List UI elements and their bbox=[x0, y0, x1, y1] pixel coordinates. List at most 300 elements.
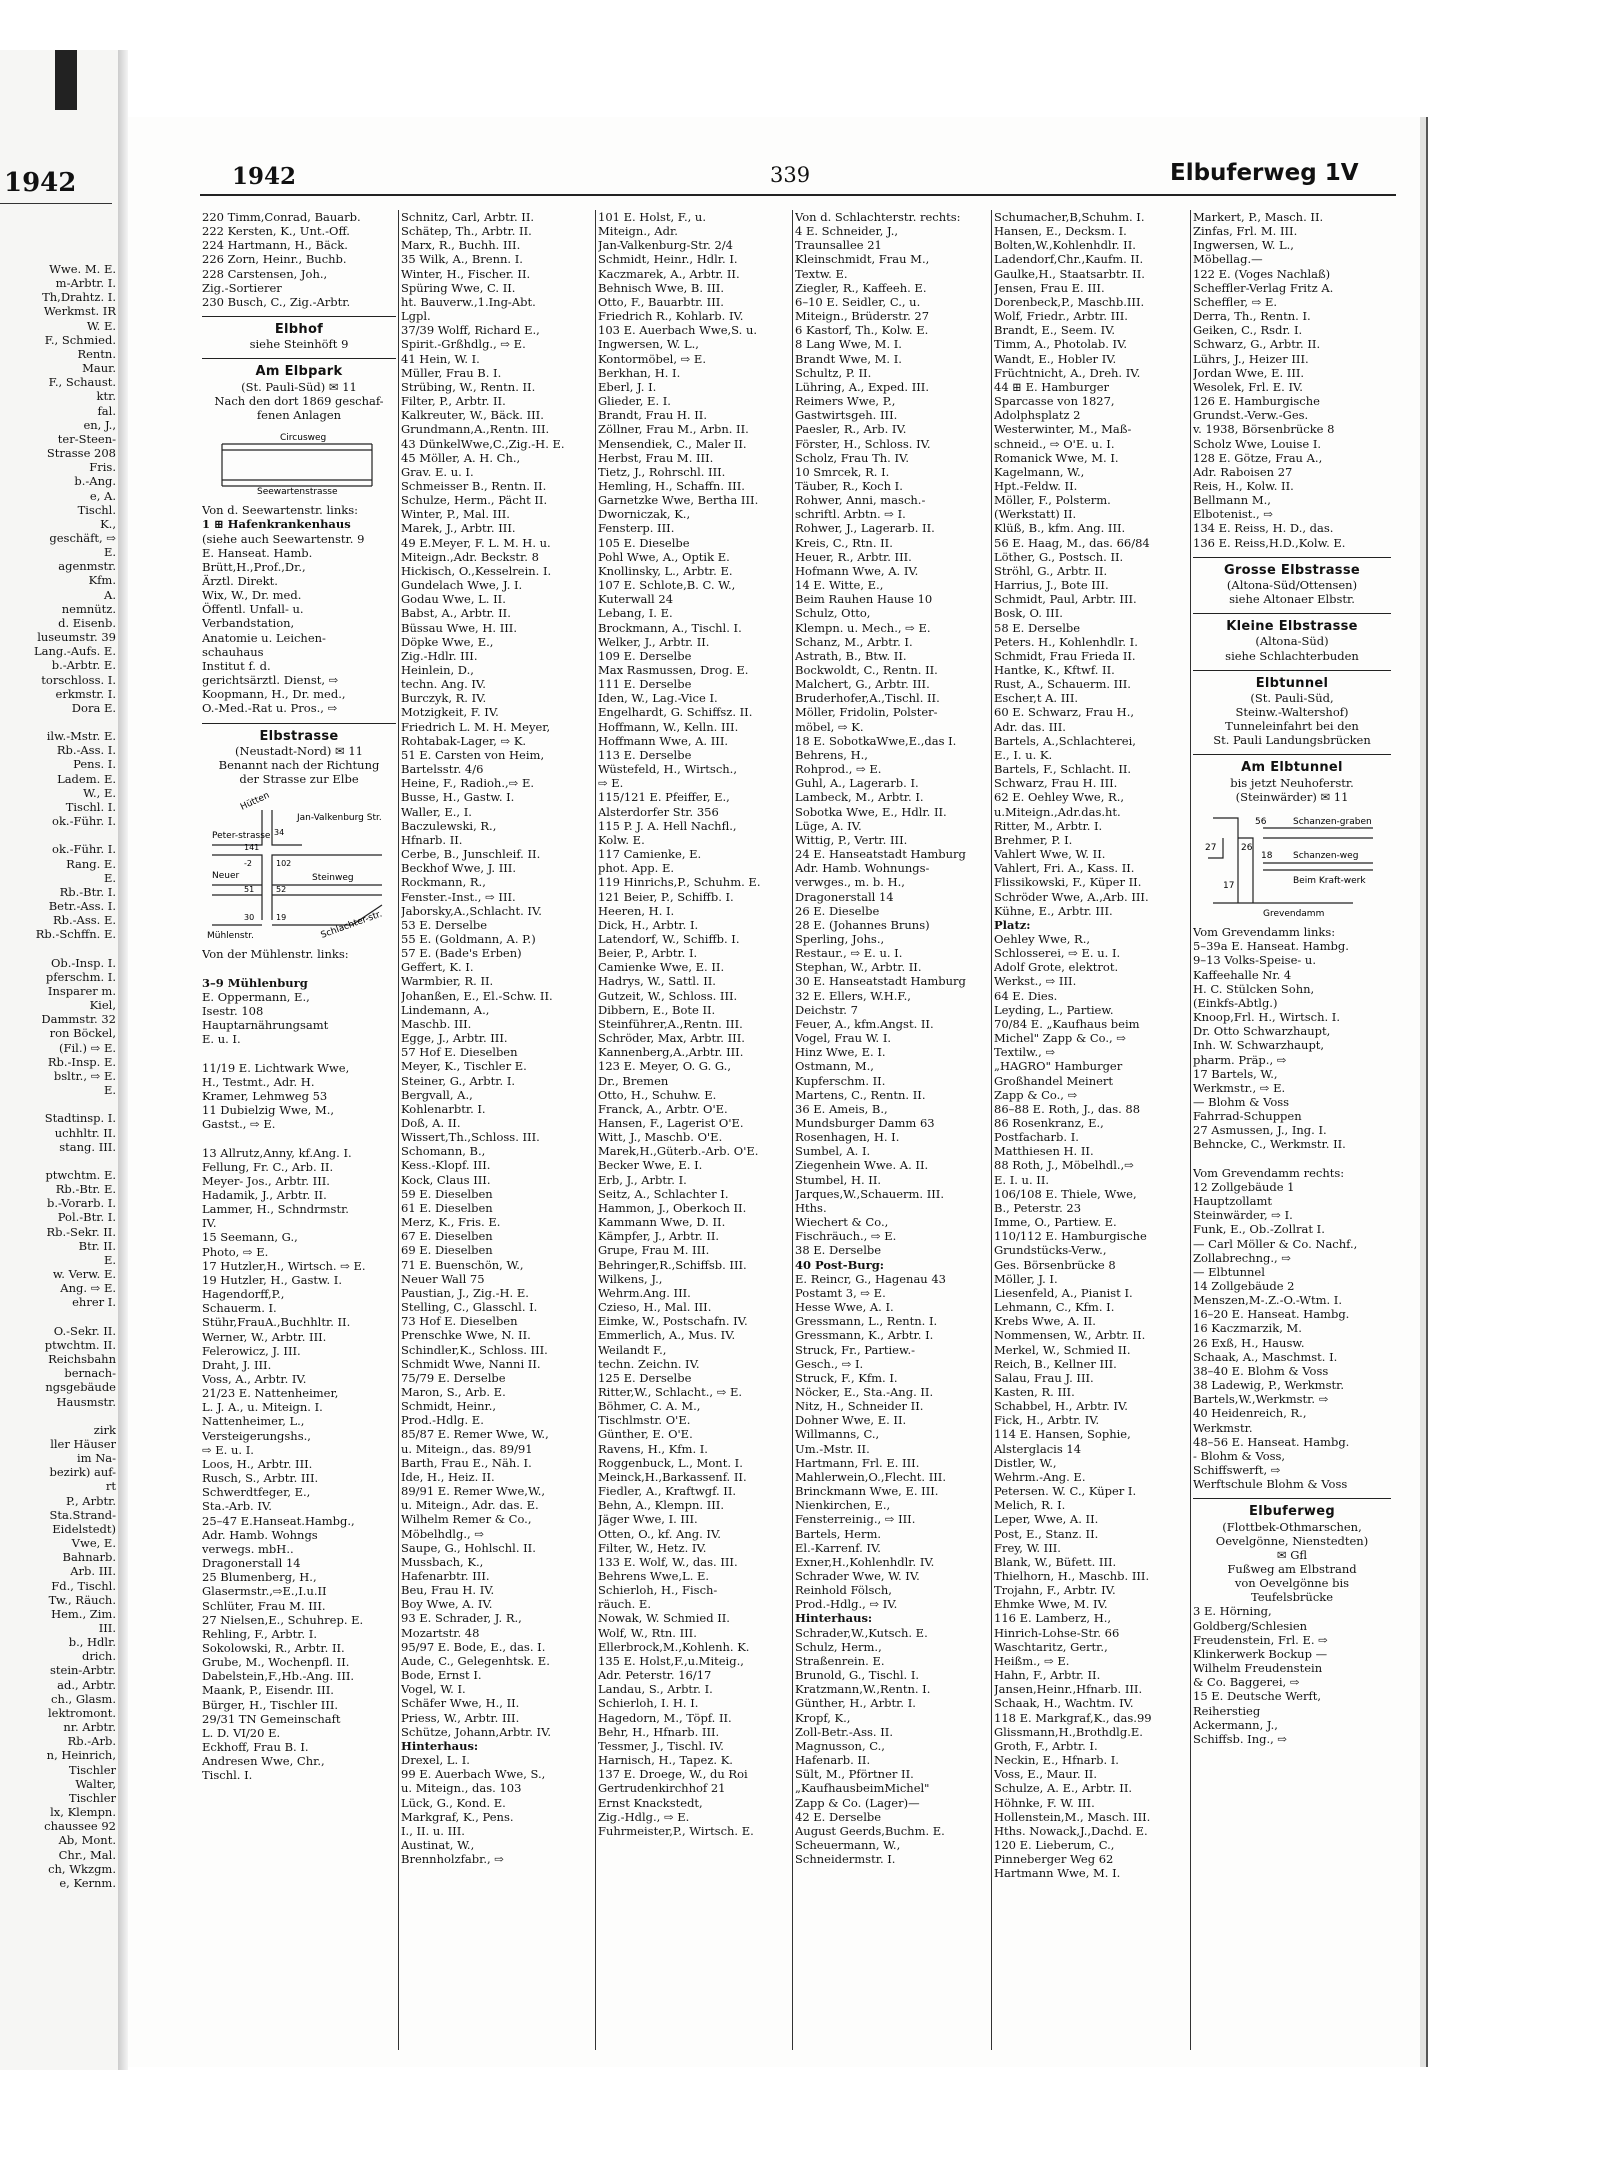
entry-line: Schindler,K., Schloss. III. bbox=[401, 1342, 548, 1357]
entry-line: Hofmann Wwe, A. IV. bbox=[795, 563, 919, 578]
entry-line: Hths. Nowack,J.,Dachd. E. bbox=[994, 1823, 1148, 1838]
entry-line: Mussbach, K., bbox=[401, 1554, 484, 1569]
prev-page-line: en, J., bbox=[83, 417, 116, 432]
entry-line: 36 E. Ameis, B., bbox=[795, 1101, 888, 1116]
entry-line: schneid., ⇨ O'E. u. I. bbox=[994, 436, 1115, 451]
entry-line: Dibbern, E., Bote II. bbox=[598, 1002, 716, 1017]
prev-page-line: Vwe, E. bbox=[71, 1536, 116, 1551]
entry-line: Bartels, F., Schlacht. II. bbox=[994, 762, 1132, 777]
entry-line: Nommensen, W., Arbtr. II. bbox=[994, 1328, 1146, 1343]
entry-line: Adr. Hamb. Wohngs bbox=[202, 1527, 318, 1542]
entry-line: Adr. Hamb. Wohnungs- bbox=[795, 861, 930, 876]
entry-line: Heuer, R., Arbtr. III. bbox=[795, 549, 912, 564]
prev-page-line bbox=[0, 828, 116, 842]
entry-line: Egge, J., Arbtr. III. bbox=[401, 1031, 508, 1046]
entry-line: 6–10 E. Seidler, C., u. bbox=[795, 294, 921, 309]
entry-line: Hesse Wwe, A. I. bbox=[795, 1300, 894, 1315]
entry-line: Kasten, R. III. bbox=[994, 1384, 1075, 1399]
prev-page-line: Sta.Strand- bbox=[49, 1507, 116, 1522]
column-6 bbox=[1193, 210, 1391, 2050]
entry-line: Barth, Frau E., Näh. I. bbox=[401, 1455, 532, 1470]
street-note: (Steinwärder) ✉ 11 bbox=[1235, 789, 1349, 804]
prev-page-line: Rb.-Btr. I. bbox=[59, 884, 116, 899]
entry-line: (Einkfs-Abtlg.) bbox=[1193, 995, 1278, 1010]
prev-page-line: uchhltr. II. bbox=[54, 1125, 116, 1140]
map-label: 17 bbox=[1223, 880, 1235, 891]
am-elbtunnel-map bbox=[1193, 808, 1383, 918]
entry-line: 115 P. J. A. Hell Nachfl., bbox=[598, 818, 737, 833]
entry-line: Mundsburger Damm 63 bbox=[795, 1116, 935, 1130]
street-note: der Strasse zur Elbe bbox=[239, 772, 359, 786]
entry-line: Steiner, G., Arbtr. I. bbox=[401, 1073, 516, 1088]
entry-line: Neckin, E., Hfnarb. I. bbox=[994, 1753, 1119, 1768]
entry-line: Otten, O., kf. Ang. IV. bbox=[598, 1526, 721, 1541]
entry-line: Sperling, Johs., bbox=[795, 931, 885, 946]
street-heading: Elbtunnel bbox=[1255, 676, 1329, 691]
entry-line: 45 Möller, A. H. Ch., bbox=[401, 450, 521, 465]
entry-line: Post, E., Stanz. II. bbox=[994, 1526, 1099, 1541]
entry-line: Hths. bbox=[795, 1200, 827, 1215]
entry-line: O.-Med.-Rat u. Pros., ⇨ bbox=[202, 701, 338, 716]
prev-page-line: A. bbox=[104, 587, 116, 602]
entry-line: 57 E. (Bade's Erben) bbox=[401, 946, 522, 961]
prev-page-line: Ang. ⇨ E. bbox=[60, 1281, 116, 1296]
street-note: siehe Schlachterbuden bbox=[1225, 648, 1359, 663]
entry-line: Strübing, W., Rentn. II. bbox=[401, 379, 536, 394]
entry-line: Pinneberger Weg 62 bbox=[994, 1852, 1114, 1867]
entry-line: Bartels,W.,Werkmstr. ⇨ bbox=[1193, 1392, 1329, 1407]
entry-line: Geiken, C., Rsdr. I. bbox=[1193, 323, 1303, 338]
entry-line: 89/91 E. Remer Wwe,W., bbox=[401, 1484, 546, 1499]
section-rule bbox=[1193, 747, 1391, 755]
prev-page-line: Ladem. E. bbox=[57, 771, 116, 786]
entry-line: 16–20 E. Hanseat. Hambg. bbox=[1193, 1307, 1350, 1322]
entry-line: Prod.-Hdlg., ⇨ IV. bbox=[795, 1597, 898, 1612]
prev-page-line: erkmstr. I. bbox=[55, 686, 116, 701]
entry-line: Ostmann, M., bbox=[795, 1059, 874, 1074]
entry-line: Bartelsstr. 4/6 bbox=[401, 762, 484, 777]
entry-line: Scheffler, ⇨ E. bbox=[1193, 294, 1278, 309]
entry-line: „KaufhausbeimMichel" bbox=[795, 1781, 930, 1796]
entry-line: Schulze, Herm., Pächt II. bbox=[401, 493, 548, 508]
prev-page-line: ron Böckel, bbox=[49, 1026, 116, 1041]
entry-line: Werkst., ⇨ III. bbox=[994, 974, 1077, 989]
entry-line: Reiherstieg bbox=[1193, 1703, 1261, 1718]
entry-line: Fick, H., Arbtr. IV. bbox=[994, 1413, 1100, 1428]
entry-line: Gertrudenkirchhof 21 bbox=[598, 1781, 726, 1796]
map-label: Steinweg bbox=[312, 873, 354, 884]
entry-line: Jordan Wwe, E. III. bbox=[1193, 365, 1305, 380]
prev-page-line: lektromont. bbox=[47, 1705, 116, 1720]
prev-page-line: Tischler bbox=[68, 1762, 116, 1777]
prev-page-line: ok.-Führ. I. bbox=[52, 814, 116, 829]
entry-line: 95/97 E. Bode, E., das. I. bbox=[401, 1639, 546, 1654]
entry-line: Salau, Frau J. III. bbox=[994, 1370, 1094, 1385]
entry-line: Böhmer, C. A. M., bbox=[598, 1399, 701, 1414]
entry-line: Adr. Raboisen 27 bbox=[1193, 464, 1293, 479]
entry-line: 99 E. Auerbach Wwe, S., bbox=[401, 1767, 546, 1782]
entry-line: Funk, E., Ob.-Zollrat I. bbox=[1193, 1222, 1325, 1237]
entry-line: Hfnarb. II. bbox=[401, 832, 463, 847]
entry-line: Stephan, W., Arbtr. II. bbox=[795, 960, 922, 975]
entry-line: Schütze, Johann,Arbtr. IV. bbox=[401, 1724, 552, 1739]
column-divider bbox=[1190, 210, 1191, 2050]
entry-line: Rohprod., ⇨ E. bbox=[795, 762, 882, 777]
prev-page-line: E. bbox=[103, 545, 116, 560]
entry-line: Klüß, B., kfm. Ang. III. bbox=[994, 521, 1126, 536]
street-heading: Grosse Elbstrasse bbox=[1223, 563, 1360, 578]
entry-line: Bellmann M., bbox=[1193, 493, 1271, 508]
entry-line: Behrens Wwe,L. E. bbox=[598, 1569, 710, 1583]
entry-line: Astrath, B., Btw. II. bbox=[795, 648, 907, 663]
section-rule bbox=[1193, 1491, 1391, 1499]
sub-heading: 1 ⊞ Hafenkrankenhaus bbox=[202, 517, 351, 532]
entry-line: Herbst, Frau M. III. bbox=[598, 450, 714, 465]
prev-page-line bbox=[0, 1154, 116, 1168]
entry-line: Vahlert, Fri. A., Kass. II. bbox=[994, 861, 1135, 876]
entry-line: 10 Smrcek, R. I. bbox=[795, 464, 890, 479]
entry-line: Escher,t A. III. bbox=[994, 691, 1079, 706]
street-note: von Oevelgönne bis bbox=[1234, 1576, 1350, 1591]
entry-line: Kämpfer, J., Arbtr. II. bbox=[598, 1229, 720, 1244]
prev-page-line: ptwchtm. II. bbox=[44, 1337, 116, 1352]
entry-line: Sparcasse von 1827, bbox=[994, 394, 1115, 409]
entry-line: Straßenrein. E. bbox=[795, 1653, 885, 1668]
prev-page-line: bernach- bbox=[64, 1366, 116, 1381]
entry-line: Matthiesen H. II. bbox=[994, 1144, 1094, 1159]
entry-line: 16 Kaczmarzik, M. bbox=[1193, 1321, 1302, 1336]
prev-page-line: ktr. bbox=[96, 389, 116, 404]
entry-line: 53 E. Derselbe bbox=[401, 917, 488, 932]
entry-line: Hauptzollamt bbox=[1193, 1194, 1272, 1209]
entry-line: Ritter, M., Arbtr. I. bbox=[994, 818, 1103, 833]
elbstrasse-map bbox=[202, 790, 392, 940]
street-note: Benannt nach der Richtung bbox=[218, 757, 380, 772]
entry-line: Scholz, Frau Th. IV. bbox=[795, 450, 909, 465]
prev-page-line: geschäft, ⇨ bbox=[49, 530, 116, 545]
street-note: (Neustadt-Nord) ✉ 11 bbox=[235, 743, 363, 758]
entry-line: Burczyk, R. IV. bbox=[401, 691, 487, 706]
entry-line: Aude, C., Gelegenhtsk. E. bbox=[401, 1653, 550, 1668]
entry-line: Hahn, F., Arbtr. II. bbox=[994, 1668, 1101, 1683]
entry-line: Welker, J., Arbtr. II. bbox=[598, 634, 710, 649]
prev-page-line: ad., Arbtr. bbox=[57, 1677, 116, 1692]
entry-line: Marek, J., Arbtr. III. bbox=[401, 521, 516, 536]
entry-line: Winter, H., Fischer. II. bbox=[401, 266, 531, 281]
entry-line: 51 E. Carsten von Heim, bbox=[401, 747, 545, 762]
entry-line: E. Reincr, G., Hagenau 43 bbox=[795, 1271, 946, 1286]
entry-line: Grupe, Frau M. III. bbox=[598, 1243, 710, 1258]
map-label: Jan-Valkenburg Str. bbox=[297, 813, 382, 824]
entry-line: El.-Karrenf. IV. bbox=[795, 1540, 881, 1555]
entry-line: Babst, A., Arbtr. II. bbox=[401, 606, 511, 621]
prev-page-line: Strasse 208 bbox=[46, 446, 116, 461]
prev-page-line: Tw., Räuch. bbox=[48, 1592, 116, 1607]
entry-line: Hartmann, Frl. E. III. bbox=[795, 1455, 920, 1470]
entry-line: Baczulewski, R., bbox=[401, 818, 497, 833]
prev-page-line: chaussee 92 bbox=[44, 1819, 116, 1834]
entry-line: Schmidt, Heinr., bbox=[401, 1399, 497, 1414]
page-edge-line bbox=[1426, 117, 1428, 2067]
entry-line bbox=[1193, 1152, 1391, 1166]
entry-line: Deichstr. 7 bbox=[795, 1002, 858, 1017]
entry-line: Zoll-Betr.-Ass. II. bbox=[795, 1724, 893, 1739]
entry-line: Fenster.-Inst., ⇨ III. bbox=[401, 889, 516, 904]
entry-line: Um.-Mstr. II. bbox=[795, 1441, 870, 1456]
prev-page-line: Wwe. M. E. bbox=[49, 262, 116, 276]
prev-page-line: stang. III. bbox=[59, 1139, 116, 1154]
prev-page-line: e, A. bbox=[89, 488, 116, 503]
entry-line: Groth, F., Arbtr. I. bbox=[994, 1738, 1098, 1753]
prev-page-line: b.-Ang. bbox=[74, 474, 116, 489]
entry-line: 25 Blumenberg, H., bbox=[202, 1570, 317, 1585]
entry-line: Dr., Bremen bbox=[598, 1073, 669, 1088]
prev-page-line: m-Arbtr. I. bbox=[55, 276, 116, 291]
entry-line: Elbotenist., ⇨ bbox=[1193, 507, 1273, 522]
entry-line: Heeren, H. I. bbox=[598, 903, 675, 918]
entry-line: Willmanns, C., bbox=[795, 1427, 880, 1442]
entry-line: Lammer, H., Schndrmstr. bbox=[202, 1202, 349, 1217]
entry-line: Lindemann, A., bbox=[401, 1002, 490, 1017]
entry-line: Otto, F., Bauarbtr. III. bbox=[598, 294, 724, 309]
entry-line: 38 Ladewig, P., Werkmstr. bbox=[1193, 1378, 1344, 1393]
entry-line: 88 Roth, J., Möbelhdl.,⇨ bbox=[994, 1158, 1134, 1173]
street-note: Teufelsbrücke bbox=[1250, 1590, 1334, 1605]
entry-line: Wilhelm Remer & Co., bbox=[401, 1512, 532, 1527]
entry-line: 222 Kersten, K., Unt.-Off. bbox=[202, 224, 350, 239]
entry-line: Dorenbeck,P., Maschb.III. bbox=[994, 294, 1145, 309]
entry-line: Hemling, H., Schaffn. III. bbox=[598, 478, 745, 493]
entry-line: techn. Ang. IV. bbox=[401, 677, 486, 692]
prev-page-line: E. bbox=[103, 1083, 116, 1098]
entry-line: Fensterreinig., ⇨ III. bbox=[795, 1512, 916, 1527]
entry-line: Fensterp. III. bbox=[598, 521, 675, 536]
entry-line: Gastst., ⇨ E. bbox=[202, 1117, 276, 1132]
entry-line: Sült, M., Pförtner II. bbox=[795, 1767, 914, 1782]
entry-line: Schmidt, Heinr., Hdlr. I. bbox=[598, 252, 738, 267]
prev-page-line: Btr. II. bbox=[78, 1238, 116, 1253]
entry-line: phot. App. E. bbox=[598, 861, 675, 876]
entry-line: Koopmann, H., Dr. med., bbox=[202, 687, 346, 702]
entry-line: Adr. das. III. bbox=[994, 719, 1066, 734]
entry-line: Vom Grevendamm rechts: bbox=[1193, 1165, 1345, 1180]
entry-line: Dick, H., Arbtr. I. bbox=[598, 917, 699, 932]
map-label: 34 bbox=[274, 828, 285, 838]
street-heading: Kleine Elbstrasse bbox=[1226, 620, 1358, 635]
prev-page-line: Bahnarb. bbox=[62, 1550, 116, 1565]
entry-line: Maron, S., Arb. E. bbox=[401, 1384, 506, 1399]
prev-page-line: Maur. bbox=[82, 361, 116, 376]
entry-line: 5–39a E. Hanseat. Hambg. bbox=[1193, 939, 1349, 954]
entry-line: Ritter,W., Schlacht., ⇨ E. bbox=[598, 1384, 743, 1399]
sub-heading: 3–9 Mühlenburg bbox=[202, 975, 308, 990]
prev-page-line: rt bbox=[105, 1479, 116, 1494]
entry-line: Eberl, J. I. bbox=[598, 379, 657, 394]
entry-line: Beier, P., Arbtr. I. bbox=[598, 946, 698, 961]
prev-page-line: Kiel, bbox=[89, 998, 116, 1013]
entry-line: Werkmstr., ⇨ E. bbox=[1193, 1080, 1286, 1095]
entry-line: Wandt, E., Hobler IV. bbox=[994, 351, 1117, 366]
prev-page-line: zirk bbox=[93, 1422, 116, 1437]
entry-line: Lehmann, C., Kfm. I. bbox=[994, 1300, 1115, 1315]
entry-line: Hagedorn, M., Töpf. II. bbox=[598, 1710, 732, 1725]
entry-line: Adolphsplatz 2 bbox=[994, 408, 1081, 423]
entry-line: Leper, Wwe, A. II. bbox=[994, 1512, 1099, 1527]
entry-line: Distler, W., bbox=[994, 1455, 1057, 1470]
entry-line: Zinfas, Frl. M. III. bbox=[1193, 224, 1298, 239]
entry-line: Seitz, A., Schlachter I. bbox=[598, 1186, 729, 1201]
entry-line: 86 Rosenkranz, E., bbox=[994, 1116, 1104, 1130]
prev-page-line: ter-Steen- bbox=[57, 431, 116, 446]
prev-page-line: lx, Klempn. bbox=[50, 1805, 116, 1820]
entry-line: 56 E. Haag, M., das. 66/84 bbox=[994, 535, 1150, 550]
entry-line: Lührs, J., Heizer III. bbox=[1193, 351, 1309, 366]
entry-line: Zöllner, Frau M., Arbn. II. bbox=[598, 422, 749, 437]
entry-line: Nöcker, E., Sta.-Ang. II. bbox=[795, 1384, 934, 1399]
entry-line: Schierloh, H., Fisch- bbox=[598, 1583, 718, 1598]
entry-line: Rust, A., Schauerm. III. bbox=[994, 677, 1131, 692]
entry-line: Behrens, H., bbox=[795, 747, 868, 762]
entry-line: Kreis, C., Rtn. II. bbox=[795, 535, 893, 550]
entry-line: techn. Zeichn. IV. bbox=[598, 1356, 700, 1371]
entry-line: 117 Camienke, E. bbox=[598, 847, 702, 862]
entry-line: E. u. I. bbox=[202, 1032, 241, 1047]
entry-line: August Geerds,Buchm. E. bbox=[795, 1823, 945, 1838]
prev-page-line: agenmstr. bbox=[58, 559, 116, 574]
entry-line: 21/23 E. Nattenheimer, bbox=[202, 1386, 339, 1401]
entry-line: Frey, W. III. bbox=[994, 1540, 1061, 1555]
entry-line: Friedrich R., Kohlarb. IV. bbox=[598, 309, 744, 324]
entry-line: Schrader Wwe, W. IV. bbox=[795, 1569, 920, 1583]
entry-line: Witt, J., Maschb. O'E. bbox=[598, 1130, 723, 1145]
entry-line: Miteign.,Adr. Beckstr. 8 bbox=[401, 549, 539, 564]
prev-page-line: Dora E. bbox=[71, 700, 116, 715]
entry-line: Vahlert Wwe, W. II. bbox=[994, 847, 1106, 862]
entry-line: Schulz, Herm., bbox=[795, 1639, 882, 1654]
entry-line: Blank, W., Büfett. III. bbox=[994, 1554, 1117, 1569]
prev-page-line: F., Schaust. bbox=[48, 375, 116, 390]
entry-line: Klinkerwerk Bockup — bbox=[1193, 1646, 1328, 1661]
entry-line: Guhl, A., Lagerarb. I. bbox=[795, 776, 919, 791]
entry-line: Michel" Zapp & Co., ⇨ bbox=[994, 1031, 1126, 1046]
entry-line: pharm. Präp., ⇨ bbox=[1193, 1052, 1287, 1067]
entry-line: Hammon, J., Oberkoch II. bbox=[598, 1200, 747, 1215]
entry-line: 13 Allrutz,Anny, kf.Ang. I. bbox=[202, 1145, 352, 1160]
entry-line: 28 E. (Johannes Bruns) bbox=[795, 917, 930, 932]
entry-line: 230 Busch, C., Zig.-Arbtr. bbox=[202, 294, 351, 309]
entry-line: Engelhardt, G. Schiffsz. II. bbox=[598, 705, 753, 720]
entry-line: L. D. VI/20 E. bbox=[202, 1725, 281, 1740]
entry-line: Goldberg/Schlesien bbox=[1193, 1618, 1308, 1633]
entry-line: 67 E. Dieselben bbox=[401, 1229, 493, 1244]
entry-line: Schultz, P. II. bbox=[795, 365, 872, 380]
prev-page-line: stein-Arbtr. bbox=[50, 1663, 116, 1678]
entry-line: Institut f. d. bbox=[202, 658, 271, 673]
prev-page-line: Rb.-Insp. E. bbox=[47, 1054, 116, 1069]
prev-page-line: Dammstr. 32 bbox=[41, 1012, 116, 1027]
entry-line: Steinwärder, ⇨ I. bbox=[1193, 1208, 1293, 1223]
entry-line: Bürger, H., Tischler III. bbox=[202, 1697, 339, 1712]
entry-line: (siehe auch Seewartenstr. 9 bbox=[202, 531, 365, 546]
prev-page-line: d. Eisenb. bbox=[58, 615, 116, 630]
prev-page-line: n, Heinrich, bbox=[46, 1748, 116, 1763]
entry-line: 38–40 E. Blohm & Voss bbox=[1193, 1363, 1329, 1378]
entry-line: Gressmann, L., Rentn. I. bbox=[795, 1314, 938, 1329]
entry-line: Tietz, J., Rohrschl. III. bbox=[598, 464, 726, 479]
entry-line: 6 Kastorf, Th., Kolw. E. bbox=[795, 323, 929, 338]
entry-line: Friedrich L. M. H. Meyer, bbox=[401, 719, 551, 734]
entry-line: Berkhan, H. I. bbox=[598, 365, 681, 380]
entry-line: Lgpl. bbox=[401, 309, 431, 324]
prev-page-line: ptwchtm. E. bbox=[45, 1168, 116, 1182]
map-label: 102 bbox=[276, 859, 292, 869]
entry-line: Wolf, Friedr., Arbtr. III. bbox=[994, 309, 1128, 324]
entry-line: Schmeisser B., Rentn. II. bbox=[401, 478, 547, 493]
prev-page-line: E. bbox=[103, 870, 116, 885]
street-note: Steinw.-Waltershof) bbox=[1235, 705, 1349, 719]
entry-line: 220 Timm,Conrad, Bauarb. bbox=[202, 210, 361, 224]
entry-line: Eimke, W., Postschafn. IV. bbox=[598, 1314, 748, 1329]
entry-line: Stumbel, H. II. bbox=[795, 1172, 882, 1187]
prev-page-line: Reichsbahn bbox=[48, 1352, 116, 1367]
elbpark-map bbox=[202, 426, 392, 496]
map-label: 141 bbox=[244, 843, 260, 853]
entry-line: Markert, P., Masch. II. bbox=[1193, 210, 1324, 224]
entry-line: Otto, H., Schuhw. E. bbox=[598, 1087, 717, 1102]
entry-line: Restaur., ⇨ E. u. I. bbox=[795, 946, 903, 961]
entry-line: Voss, A., Arbtr. IV. bbox=[202, 1372, 307, 1386]
entry-line: Busse, H., Gastw. I. bbox=[401, 790, 515, 805]
entry-line: Ströhl, G., Arbtr. II. bbox=[994, 563, 1108, 578]
entry-line: Werftschule Blohm & Voss bbox=[1193, 1477, 1348, 1492]
entry-line: Kolw. E. bbox=[598, 832, 645, 847]
entry-line: Hinz Wwe, E. I. bbox=[795, 1045, 886, 1060]
entry-line: 70/84 E. „Kaufhaus beim bbox=[994, 1016, 1140, 1031]
entry-line: Schomann, B., bbox=[401, 1144, 486, 1159]
entry-line: 71 E. Buenschön, W., bbox=[401, 1257, 524, 1272]
entry-line: Motzigkeit, F. IV. bbox=[401, 705, 499, 720]
entry-line: (Werkstatt) II. bbox=[994, 507, 1077, 522]
map-label: Schlachter-str. bbox=[319, 909, 384, 941]
entry-line: Meyer, K., Tischler E. bbox=[401, 1059, 527, 1074]
entry-line: Jaborsky,A.,Schlacht. IV. bbox=[401, 903, 542, 918]
entry-line: Reich, B., Kellner III. bbox=[994, 1356, 1117, 1371]
entry-line: ⇨ E. bbox=[598, 776, 624, 791]
entry-line: Schiffswerft, ⇨ bbox=[1193, 1463, 1281, 1478]
entry-line: Magnusson, C., bbox=[795, 1738, 885, 1753]
entry-line: Grundst.-Verw.-Ges. bbox=[1193, 408, 1309, 423]
entry-line: Gutzeit, W., Schloss. III. bbox=[598, 988, 738, 1003]
entry-line: 3 E. Hörning, bbox=[1193, 1604, 1272, 1619]
previous-page-fragment bbox=[0, 50, 118, 2070]
section-rule bbox=[202, 351, 396, 359]
prev-page-line: Rb.-Ass. E. bbox=[52, 913, 116, 928]
column-4 bbox=[795, 210, 989, 2050]
column-divider bbox=[991, 210, 992, 2050]
entry-line: Bartels, A.,Schlachterei, bbox=[994, 733, 1136, 748]
entry-line: Steinführer,A.,Rentn. III. bbox=[598, 1016, 743, 1031]
entry-line: Marx, R., Buchh. III. bbox=[401, 238, 521, 253]
entry-line: Gundelach Wwe, J. I. bbox=[401, 578, 523, 593]
entry-line: möbel, ⇨ K. bbox=[795, 719, 864, 734]
entry-line: Melich, R. I. bbox=[994, 1498, 1066, 1513]
entry-line: Schäfer Wwe, H., II. bbox=[401, 1696, 520, 1711]
entry-line bbox=[202, 1046, 396, 1060]
entry-line: 11 Dubielzig Wwe, M., bbox=[202, 1103, 335, 1118]
entry-line: Mozartstr. 48 bbox=[401, 1625, 480, 1640]
prev-page-line: Arb. III. bbox=[70, 1564, 116, 1579]
entry-line: Kuterwall 24 bbox=[598, 592, 674, 607]
